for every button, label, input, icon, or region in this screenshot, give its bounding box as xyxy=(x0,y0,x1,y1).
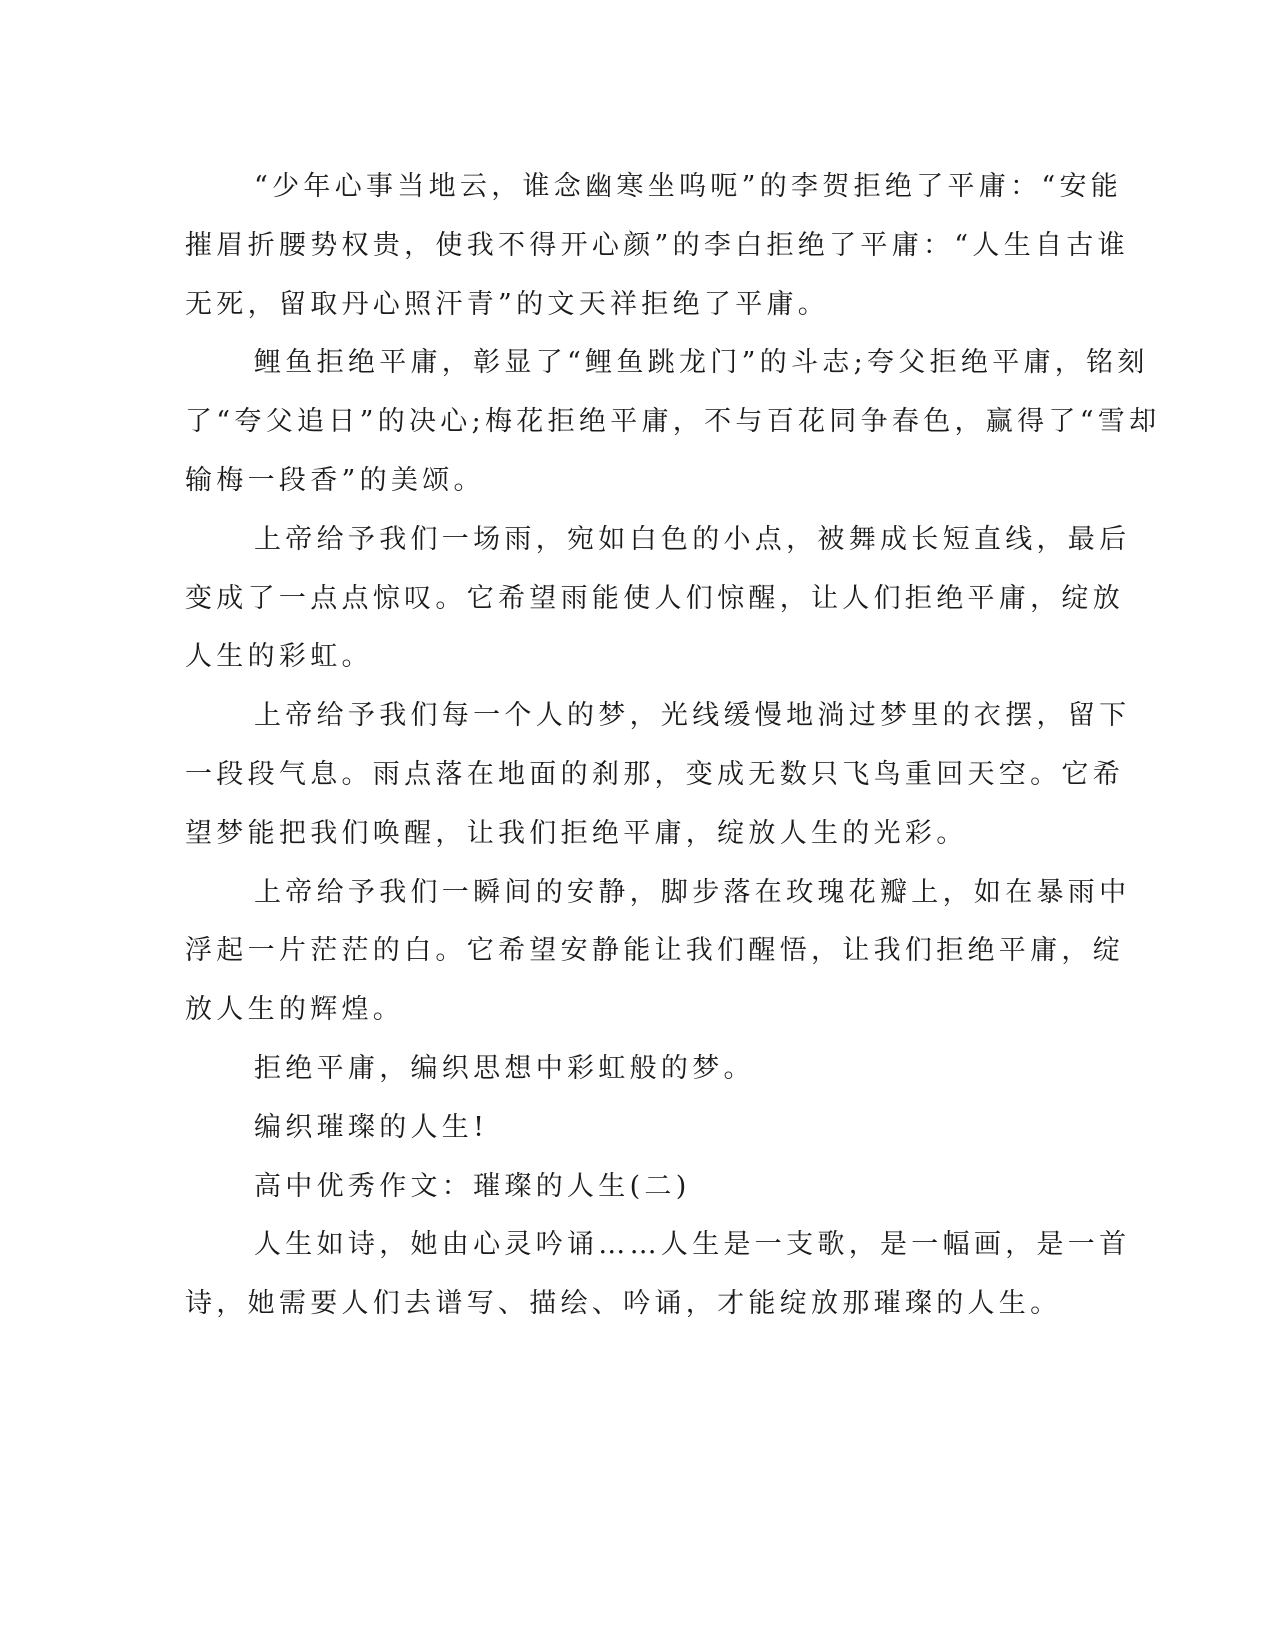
text-line: 望梦能把我们唤醒，让我们拒绝平庸，绽放人生的光彩。 xyxy=(185,817,968,849)
text-line: 变成了一点点惊叹。它希望雨能使人们惊醒，让人们拒绝平庸，绽放 xyxy=(185,582,1124,614)
text-line: 无死，留取丹心照汗青”的文天祥拒绝了平庸。 xyxy=(185,288,830,320)
text-line: 诗，她需要人们去谱写、描绘、吟诵，才能绽放那璀璨的人生。 xyxy=(185,1288,1062,1320)
text-line: 了“夸父追日”的决心;梅花拒绝平庸，不与百花同争春色，赢得了“雪却 xyxy=(185,406,1161,438)
text-line: 一段段气息。雨点落在地面的刹那，变成无数只飞鸟重回天空。它希 xyxy=(185,758,1124,790)
text-line: 鲤鱼拒绝平庸，彰显了“鲤鱼跳龙门”的斗志;夸父拒绝平庸，铭刻 xyxy=(254,347,1149,379)
text-line: 上帝给予我们每一个人的梦，光线缓慢地淌过梦里的衣摆，留下 xyxy=(254,700,1131,732)
text-line: 人生如诗，她由心灵吟诵……人生是一支歌，是一幅画，是一首 xyxy=(254,1229,1131,1261)
text-line: 浮起一片茫茫的白。它希望安静能让我们醒悟，让我们拒绝平庸，绽 xyxy=(185,935,1124,967)
section-heading: 高中优秀作文：璀璨的人生(二) xyxy=(254,1170,691,1202)
body-text xyxy=(185,158,1161,1334)
text-line: 上帝给予我们一瞬间的安静，脚步落在玫瑰花瓣上，如在暴雨中 xyxy=(254,876,1131,908)
text-line: 输梅一段香”的美颂。 xyxy=(185,464,485,496)
text-line: 上帝给予我们一场雨，宛如白色的小点，被舞成长短直线，最后 xyxy=(254,523,1131,555)
text-line: 拒绝平庸，编织思想中彩虹般的梦。 xyxy=(254,1052,755,1084)
text-line: 编织璀璨的人生! xyxy=(254,1111,489,1143)
text-line: “少年心事当地云，谁念幽寒坐呜呃”的李贺拒绝了平庸：“安能 xyxy=(254,171,1123,202)
text-line: 摧眉折腰势权贵，使我不得开心颜”的李白拒绝了平庸：“人生自古谁 xyxy=(185,229,1129,261)
text-line: 人生的彩虹。 xyxy=(185,641,373,673)
text-line: 放人生的辉煌。 xyxy=(185,994,405,1026)
